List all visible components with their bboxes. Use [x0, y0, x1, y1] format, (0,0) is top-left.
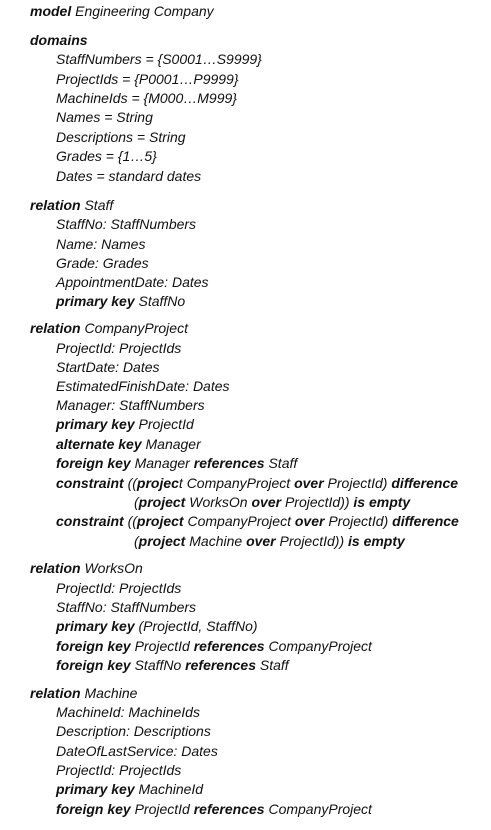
body-text: Staff — [80, 197, 114, 213]
body-text: CompanyProject — [183, 513, 295, 529]
document-line — [56, 254, 149, 273]
keyword-text: references — [193, 455, 265, 471]
document-line — [56, 235, 145, 254]
document-line — [56, 128, 186, 147]
document-line — [30, 319, 188, 338]
document-line — [56, 108, 153, 127]
keyword-text: foreign key — [56, 638, 131, 654]
keyword-text: primary key — [56, 293, 135, 309]
body-text: Name: Names — [56, 236, 146, 252]
body-text: StaffNo — [130, 657, 186, 673]
keyword-text: over — [246, 533, 276, 549]
body-text: WorksOn — [185, 494, 252, 510]
body-text: ( — [134, 533, 139, 549]
document-line — [56, 167, 201, 186]
keyword-text: model — [30, 3, 72, 19]
keyword-text: references — [193, 638, 265, 654]
keyword-text: references — [193, 801, 265, 817]
document-line — [56, 742, 218, 761]
body-text: Grades = {1…5} — [56, 148, 157, 164]
body-text: MachineId: MachineIds — [56, 704, 200, 720]
body-text: MachineIds = {M000…M999} — [56, 90, 237, 106]
body-text: ProjectId) — [323, 475, 392, 491]
keyword-text: project — [138, 494, 186, 510]
keyword-text: project — [138, 533, 186, 549]
document-line — [56, 292, 185, 311]
keyword-text: constraint — [56, 513, 124, 529]
keyword-text: alternate key — [56, 436, 142, 452]
keyword-text: difference — [392, 513, 459, 529]
body-text: WorksOn — [80, 560, 143, 576]
keyword-text: foreign key — [56, 801, 131, 817]
body-text: Grade: Grades — [56, 255, 149, 271]
document-line — [30, 31, 88, 50]
body-text: ProjectId — [130, 801, 194, 817]
document-line — [56, 761, 181, 780]
keyword-text: primary key — [56, 618, 135, 634]
body-text: EstimatedFinishDate: Dates — [56, 378, 230, 394]
keyword-text: over — [294, 475, 324, 491]
body-text: Machine — [185, 533, 247, 549]
body-text: (( — [123, 513, 137, 529]
body-text: ProjectId — [134, 416, 194, 432]
document-line — [56, 579, 181, 598]
keyword-text: relation — [30, 560, 81, 576]
document-line — [56, 358, 160, 377]
document-line — [56, 800, 372, 819]
body-text: StaffNo: StaffNumbers — [56, 216, 197, 232]
body-text: Manager: StaffNumbers — [56, 397, 205, 413]
keyword-text: foreign key — [56, 455, 131, 471]
keyword-text: project — [136, 513, 184, 529]
document-line — [134, 532, 405, 551]
document-line — [56, 50, 262, 69]
document-line — [56, 415, 194, 434]
document-line — [56, 435, 201, 454]
document-line — [134, 493, 410, 512]
body-text: Manager — [130, 455, 194, 471]
body-text: ProjectIds = {P0001…P9999} — [56, 71, 239, 87]
document-line — [56, 147, 157, 166]
body-text: Staff — [264, 455, 298, 471]
document-line — [56, 273, 209, 292]
keyword-text: relation — [30, 685, 81, 701]
document-line — [30, 684, 137, 703]
body-text: Engineering Company — [71, 3, 214, 19]
body-text: DateOfLastService: Dates — [56, 743, 218, 759]
body-text: Manager — [141, 436, 201, 452]
document-line — [56, 637, 372, 656]
keyword-text: foreign key — [56, 657, 131, 673]
document-line — [30, 2, 214, 21]
keyword-text: projec — [136, 475, 179, 491]
body-text: ProjectId: ProjectIds — [56, 580, 182, 596]
document-line — [30, 196, 113, 215]
body-text: (ProjectId, StaffNo) — [134, 618, 258, 634]
document-line — [30, 559, 143, 578]
body-text: StaffNo — [134, 293, 186, 309]
body-text: Machine — [80, 685, 138, 701]
document-line — [56, 215, 196, 234]
keyword-text: over — [294, 513, 325, 529]
document-line — [56, 722, 211, 741]
body-text: t CompanyProject — [178, 475, 295, 491]
keyword-text: domains — [30, 32, 88, 48]
document-line — [56, 617, 258, 636]
document-line — [56, 598, 196, 617]
document-line — [56, 70, 239, 89]
body-text: Descriptions = String — [56, 129, 186, 145]
document-line — [56, 703, 200, 722]
keyword-text: is empty — [348, 533, 405, 549]
body-text: ProjectId: ProjectIds — [56, 762, 182, 778]
body-text: ProjectId: ProjectIds — [56, 340, 182, 356]
body-text: AppointmentDate: Dates — [56, 274, 209, 290]
keyword-text: primary key — [56, 781, 135, 797]
body-text: ProjectId)) — [275, 533, 348, 549]
body-text: Staff — [256, 657, 289, 673]
document-line — [56, 512, 459, 531]
keyword-text: relation — [30, 197, 81, 213]
document-line — [56, 656, 289, 675]
body-text: ProjectId — [130, 638, 194, 654]
document-line — [56, 474, 458, 493]
body-text: Dates = standard dates — [56, 168, 202, 184]
body-text: (( — [123, 475, 137, 491]
body-text: CompanyProject — [80, 320, 188, 336]
keyword-text: over — [251, 494, 282, 510]
document-line — [56, 396, 205, 415]
keyword-text: difference — [391, 475, 459, 491]
body-text: MachineId — [134, 781, 204, 797]
document-line — [56, 780, 203, 799]
document-line — [56, 377, 230, 396]
keyword-text: relation — [30, 320, 81, 336]
document-line — [56, 454, 297, 473]
body-text: StartDate: Dates — [56, 359, 160, 375]
keyword-text: is empty — [353, 494, 411, 510]
body-text: CompanyProject — [264, 801, 372, 817]
body-text: StaffNo: StaffNumbers — [56, 599, 197, 615]
body-text: Description: Descriptions — [56, 723, 211, 739]
body-text: ProjectId)) — [281, 494, 354, 510]
document-line — [56, 339, 181, 358]
keyword-text: constraint — [56, 475, 124, 491]
keyword-text: references — [185, 657, 256, 673]
body-text: StaffNumbers = {S0001…S9999} — [56, 51, 262, 67]
body-text: Names = String — [56, 109, 153, 125]
document-line — [56, 89, 237, 108]
body-text: ( — [134, 494, 139, 510]
body-text: ProjectId) — [324, 513, 393, 529]
body-text: CompanyProject — [264, 638, 372, 654]
keyword-text: primary key — [56, 416, 135, 432]
